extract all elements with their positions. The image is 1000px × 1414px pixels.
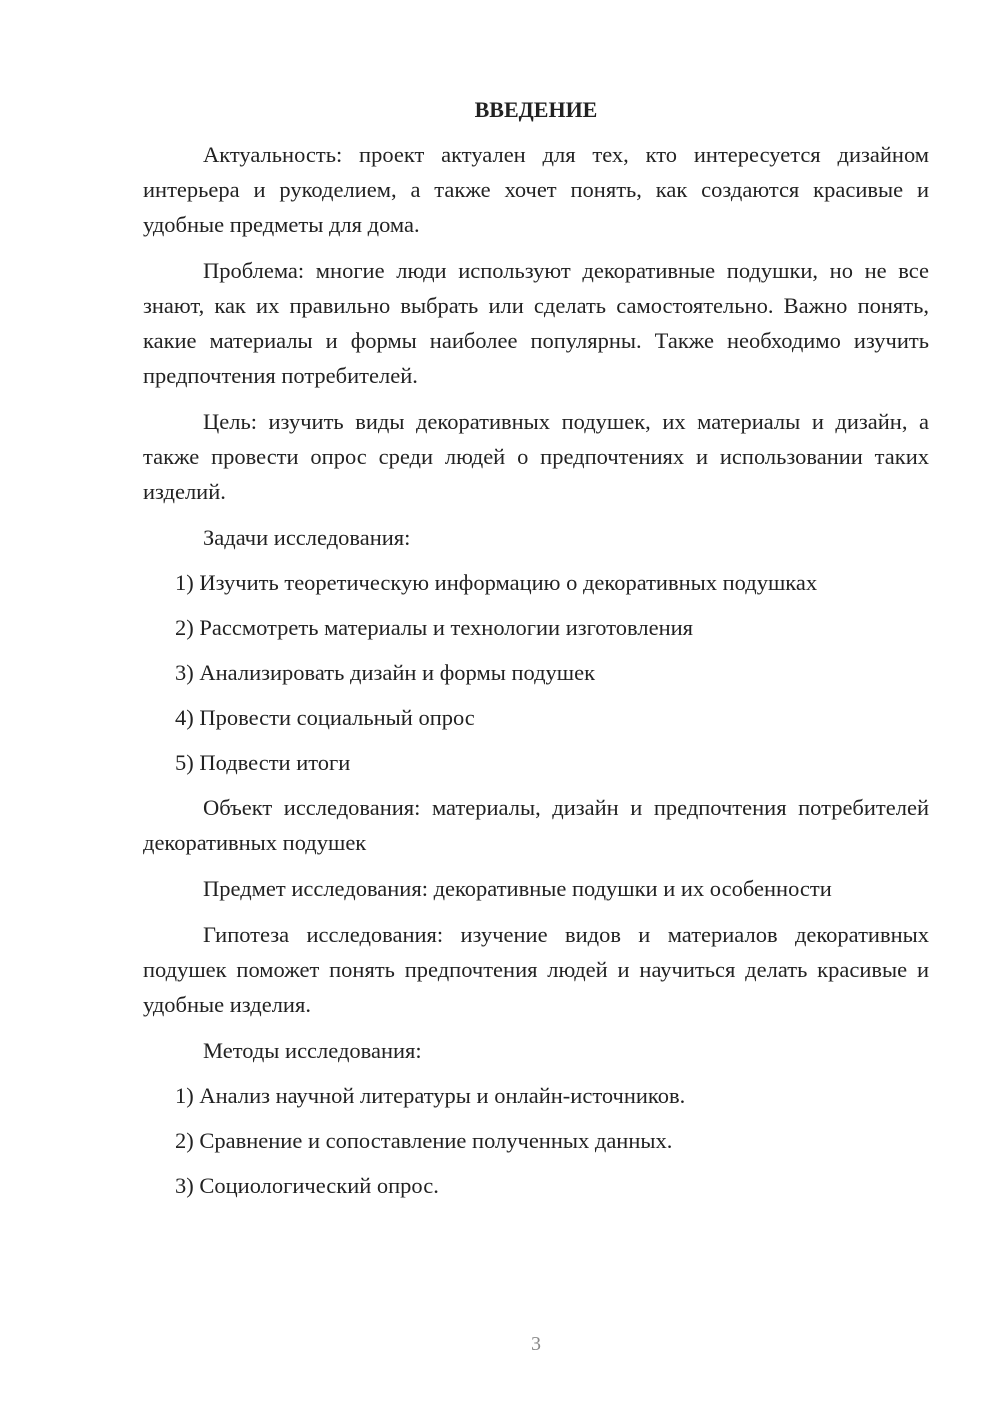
- task-item-1: 1) Изучить теоретическую информацию о декоративных подушках: [175, 570, 818, 595]
- methods-heading: Методы исследования:: [203, 1038, 422, 1063]
- paragraph-hypothesis: Гипотеза исследования: изучение видов и материалов декоративных подушек поможет понять предпочтения людей и научиться делать красивые и удобные изделия.: [143, 922, 929, 1017]
- task-item-5: 5) Подвести итоги: [175, 750, 351, 775]
- section-title: ВВЕДЕНИЕ: [474, 97, 598, 122]
- method-item-1: 1) Анализ научной литературы и онлайн-источников.: [175, 1083, 686, 1108]
- task-item-4: 4) Провести социальный опрос: [175, 705, 475, 730]
- method-item-2: 2) Сравнение и сопоставление полученных данных.: [175, 1128, 673, 1153]
- tasks-heading: Задачи исследования:: [203, 525, 411, 550]
- task-item-3: 3) Анализировать дизайн и формы подушек: [175, 660, 596, 685]
- page-content: [143, 92, 929, 1213]
- task-item-2: 2) Рассмотреть материалы и технологии изготовления: [175, 615, 694, 640]
- method-item-3: 3) Социологический опрос.: [175, 1173, 439, 1198]
- paragraph-relevance: Актуальность: проект актуален для тех, кто интересуется дизайном интерьера и рукоделием, а также хочет понять, как создаются красивые и удобные предметы для дома.: [143, 142, 929, 237]
- paragraph-goal: Цель: изучить виды декоративных подушек, их материалы и дизайн, а также провести опрос среди людей о предпочтениях и использовании таких изделий.: [143, 409, 929, 504]
- paragraph-problem: Проблема: многие люди используют декоративные подушки, но не все знают, как их правильно выбрать или сделать самостоятельно. Важно понять, какие материалы и формы наиболее популярны. Также необходимо изучить предпочтения потребителей.: [143, 258, 929, 388]
- paragraph-subject: Предмет исследования: декоративные подушки и их особенности: [203, 876, 832, 901]
- paragraph-object: Объект исследования: материалы, дизайн и предпочтения потребителей декоративных подушек: [143, 795, 929, 855]
- page-number: 3: [531, 1333, 541, 1355]
